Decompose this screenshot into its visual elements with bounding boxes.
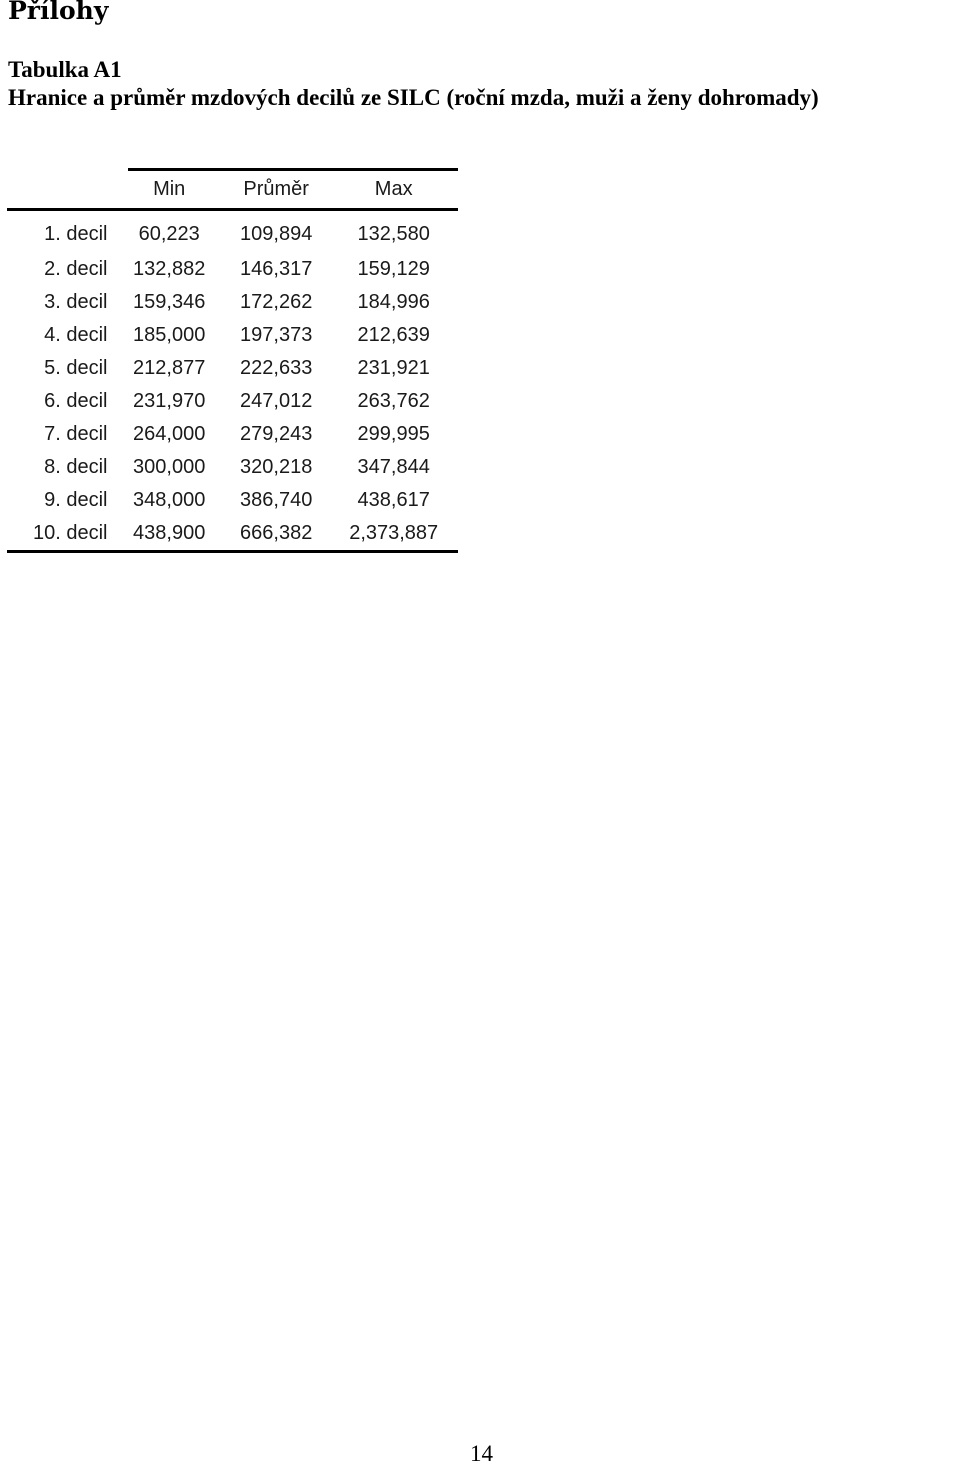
row-label: 5. decil	[44, 357, 108, 379]
cell-max: 231,921	[357, 357, 430, 379]
row-label: 1. decil	[44, 222, 108, 245]
cell-mean: 197,373	[240, 324, 313, 346]
table-row	[7, 253, 458, 286]
cell-max: 184,996	[357, 291, 430, 313]
row-label: 9. decil	[44, 489, 108, 511]
cell-min: 348,000	[133, 489, 206, 511]
cell-min: 60,223	[138, 222, 200, 245]
cell-max: 438,617	[357, 489, 430, 511]
table-header-row	[7, 171, 458, 210]
column-header-max: Max	[329, 171, 458, 210]
cell-max: 132,580	[357, 222, 430, 245]
cell-mean: 279,243	[240, 423, 313, 445]
table-label: Tabulka A1	[8, 57, 122, 82]
row-label: 3. decil	[44, 291, 108, 313]
cell-mean: 666,382	[223, 517, 329, 552]
section-heading: Přílohy	[8, 0, 109, 25]
cell-mean: 146,317	[240, 258, 313, 280]
row-label: 8. decil	[44, 456, 108, 478]
cell-min: 300,000	[133, 456, 206, 478]
cell-max: 347,844	[357, 456, 430, 478]
cell-min: 212,877	[133, 357, 206, 379]
column-header-mean: Průměr	[223, 171, 329, 210]
cell-max: 2,373,887	[329, 517, 458, 552]
cell-max: 263,762	[357, 390, 430, 412]
cell-min: 185,000	[133, 324, 206, 346]
row-label: 10. decil	[7, 517, 115, 552]
row-label: 2. decil	[44, 258, 108, 280]
cell-min: 231,970	[133, 390, 206, 412]
cell-mean: 222,633	[240, 357, 313, 379]
table-row	[7, 517, 458, 552]
cell-mean: 386,740	[240, 489, 313, 511]
table-title: Hranice a průměr mzdových decilů ze SILC (roční mzda, muži a ženy dohromady)	[8, 85, 819, 110]
cell-min: 132,882	[133, 258, 206, 280]
table-row	[7, 210, 458, 254]
row-label: 7. decil	[44, 423, 108, 445]
table-row	[7, 319, 458, 352]
column-header-label	[7, 171, 115, 210]
table-row	[7, 385, 458, 418]
table-row	[7, 286, 458, 319]
cell-min: 159,346	[133, 291, 206, 313]
table-row	[7, 418, 458, 451]
cell-mean: 320,218	[240, 456, 313, 478]
cell-max: 212,639	[357, 324, 430, 346]
cell-mean: 172,262	[240, 291, 313, 313]
table-body	[7, 210, 458, 552]
cell-max: 159,129	[357, 258, 430, 280]
decile-table	[7, 171, 458, 553]
table-row	[7, 451, 458, 484]
cell-min: 264,000	[133, 423, 206, 445]
row-label: 4. decil	[44, 324, 108, 346]
cell-min: 438,900	[115, 517, 222, 552]
cell-max: 299,995	[357, 423, 430, 445]
cell-mean: 247,012	[240, 390, 313, 412]
table-row	[7, 352, 458, 385]
table-row	[7, 484, 458, 517]
row-label: 6. decil	[44, 390, 108, 412]
page-number: 14	[470, 1441, 493, 1466]
cell-mean: 109,894	[240, 222, 313, 245]
column-header-min: Min	[115, 171, 222, 210]
